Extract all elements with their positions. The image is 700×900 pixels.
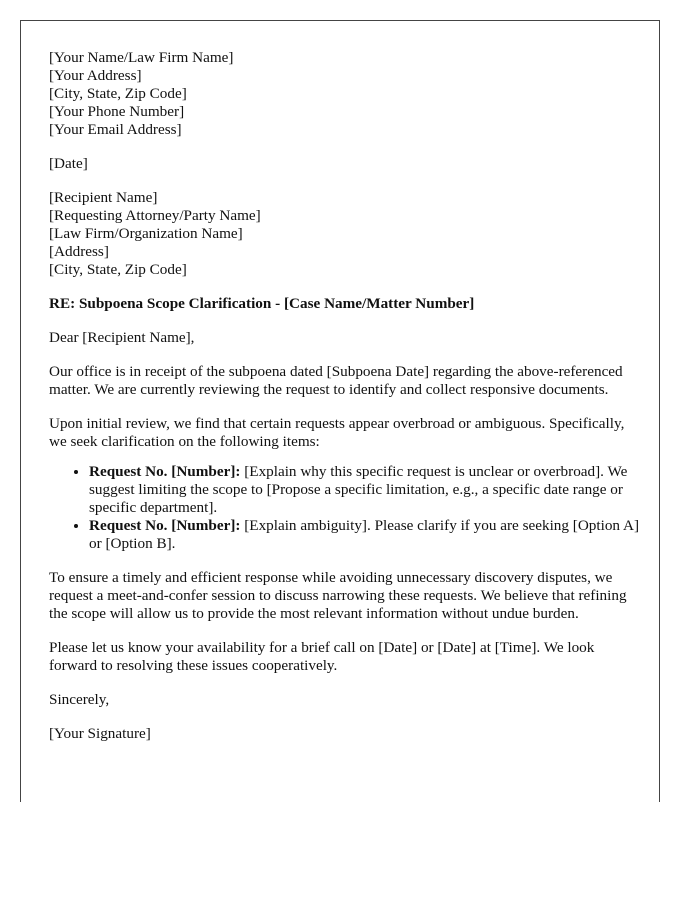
date-block bbox=[49, 155, 639, 173]
recipient-attorney: [Requesting Attorney/Party Name] bbox=[49, 207, 261, 224]
salutation: Dear [Recipient Name], bbox=[49, 329, 195, 346]
request-label: Request No. [Number]: bbox=[89, 517, 241, 534]
sender-name: [Your Name/Law Firm Name] bbox=[49, 49, 234, 66]
letter-content bbox=[49, 49, 639, 759]
subject-line: RE: Subpoena Scope Clarification - [Case Name/Matter Number] bbox=[49, 295, 475, 312]
recipient-address: [Address] bbox=[49, 243, 109, 260]
request-text: [Explain why this specific request is unclear or overbroad]. We suggest limiting the scope to [Propose a specific limitation, e.g., a specific date range or specific department]. bbox=[89, 463, 628, 516]
sender-block bbox=[49, 49, 639, 139]
availability-paragraph: Please let us know your availability for a brief call on [Date] or [Date] at [Time]. We look forward to resolving these issues cooperatively. bbox=[49, 639, 595, 674]
recipient-block bbox=[49, 189, 639, 279]
letter-date: [Date] bbox=[49, 155, 88, 172]
letter-page bbox=[20, 20, 660, 802]
meet-confer-paragraph: To ensure a timely and efficient response while avoiding unnecessary discovery disputes, we request a meet-and-confer session to discuss narrowing these requests. We believe that refining the scope will allow us to provide the most relevant information without undue burden. bbox=[49, 569, 627, 622]
list-item bbox=[89, 463, 639, 517]
closing: Sincerely, bbox=[49, 691, 110, 708]
intro-paragraph: Our office is in receipt of the subpoena dated [Subpoena Date] regarding the above-referenced matter. We are currently reviewing the request to identify and collect responsive documents. bbox=[49, 363, 623, 398]
list-item bbox=[89, 517, 639, 553]
recipient-firm: [Law Firm/Organization Name] bbox=[49, 225, 243, 242]
request-label: Request No. [Number]: bbox=[89, 463, 241, 480]
review-paragraph: Upon initial review, we find that certain requests appear overbroad or ambiguous. Specifically, we seek clarification on the following items: bbox=[49, 415, 625, 450]
sender-phone: [Your Phone Number] bbox=[49, 103, 185, 120]
sender-address: [Your Address] bbox=[49, 67, 142, 84]
sender-city: [City, State, Zip Code] bbox=[49, 85, 187, 102]
request-list bbox=[49, 463, 639, 553]
signature: [Your Signature] bbox=[49, 725, 151, 742]
sender-email: [Your Email Address] bbox=[49, 121, 182, 138]
recipient-city: [City, State, Zip Code] bbox=[49, 261, 187, 278]
request-text: [Explain ambiguity]. Please clarify if you are seeking [Option A] or [Option B]. bbox=[89, 517, 639, 552]
recipient-name: [Recipient Name] bbox=[49, 189, 158, 206]
